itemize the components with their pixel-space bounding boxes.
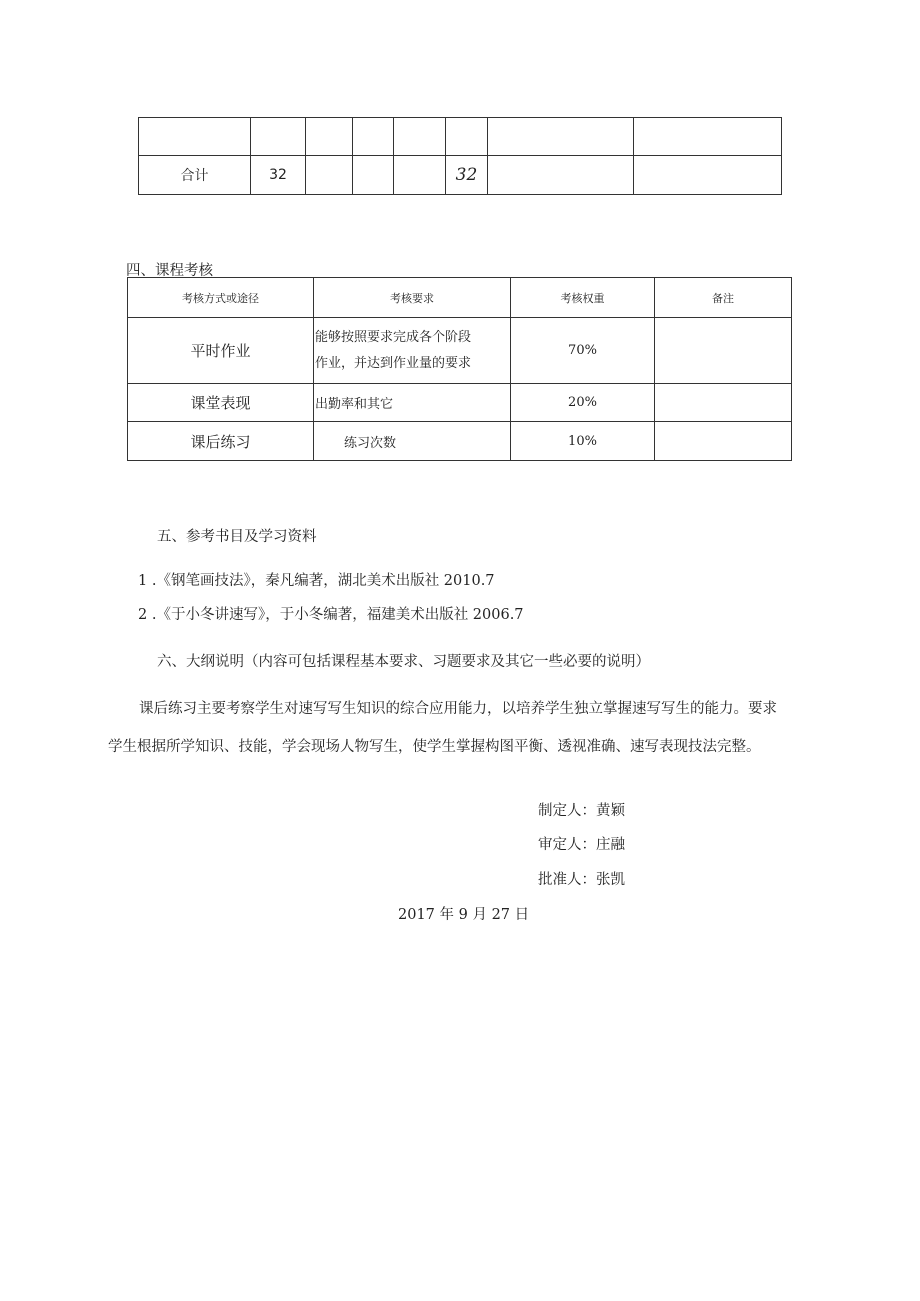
col-header-method: 考核方式或途径 <box>128 278 314 318</box>
requirement-cell <box>314 318 511 384</box>
method-cell: 课后练习 <box>128 422 314 461</box>
total-hours-alt: 32 <box>446 156 488 195</box>
reference-item: 1 .《钢笔画技法》，秦凡编著，湖北美术出版社 2010.7 <box>138 573 495 589</box>
section4-heading: 四、课程考核 <box>126 263 213 279</box>
assessment-table <box>127 277 792 461</box>
weight-cell: 10% <box>511 422 655 461</box>
weight-cell: 20% <box>511 384 655 422</box>
method-cell: 平时作业 <box>128 318 314 384</box>
table-header-row <box>128 278 792 318</box>
weight-cell: 70% <box>511 318 655 384</box>
date: 2017 年 9 月 27 日 <box>398 907 530 923</box>
total-label: 合计 <box>139 156 251 195</box>
note-cell <box>655 384 792 422</box>
table-row <box>128 422 792 461</box>
table-row <box>128 318 792 384</box>
col-header-requirement: 考核要求 <box>314 278 511 318</box>
note-cell <box>655 318 792 384</box>
description-line: 课后练习主要考察学生对速写写生知识的综合应用能力，以培养学生独立掌握速写写生的能力。要求 <box>139 701 777 717</box>
section5-heading: 五、参考书目及学习资料 <box>157 529 317 545</box>
approved-by: 批准人：张凯 <box>538 872 625 888</box>
requirement-line: 能够按照要求完成各个阶段 <box>315 329 472 345</box>
total-hours: 32 <box>251 156 306 195</box>
table-row <box>139 156 782 195</box>
col-header-note: 备注 <box>655 278 792 318</box>
table-row <box>139 118 782 156</box>
requirement-cell: 练习次数 <box>314 422 511 461</box>
hours-table <box>138 117 782 195</box>
requirement-cell: 出勤率和其它 <box>314 384 511 422</box>
col-header-weight: 考核权重 <box>511 278 655 318</box>
description-line: 学生根据所学知识、技能，学会现场人物写生，使学生掌握构图平衡、透视准确、速写表现技法完整。 <box>108 739 761 755</box>
section6-heading: 六、大纲说明（内容可包括课程基本要求、习题要求及其它一些必要的说明） <box>157 654 650 670</box>
made-by: 制定人：黄颖 <box>538 803 625 819</box>
method-cell: 课堂表现 <box>128 384 314 422</box>
requirement-line: 作业，并达到作业量的要求 <box>315 355 472 371</box>
note-cell <box>655 422 792 461</box>
reference-item: 2 .《于小冬讲速写》，于小冬编著，福建美术出版社 2006.7 <box>138 607 524 623</box>
table-row <box>128 384 792 422</box>
reviewed-by: 审定人：庄融 <box>538 837 625 853</box>
